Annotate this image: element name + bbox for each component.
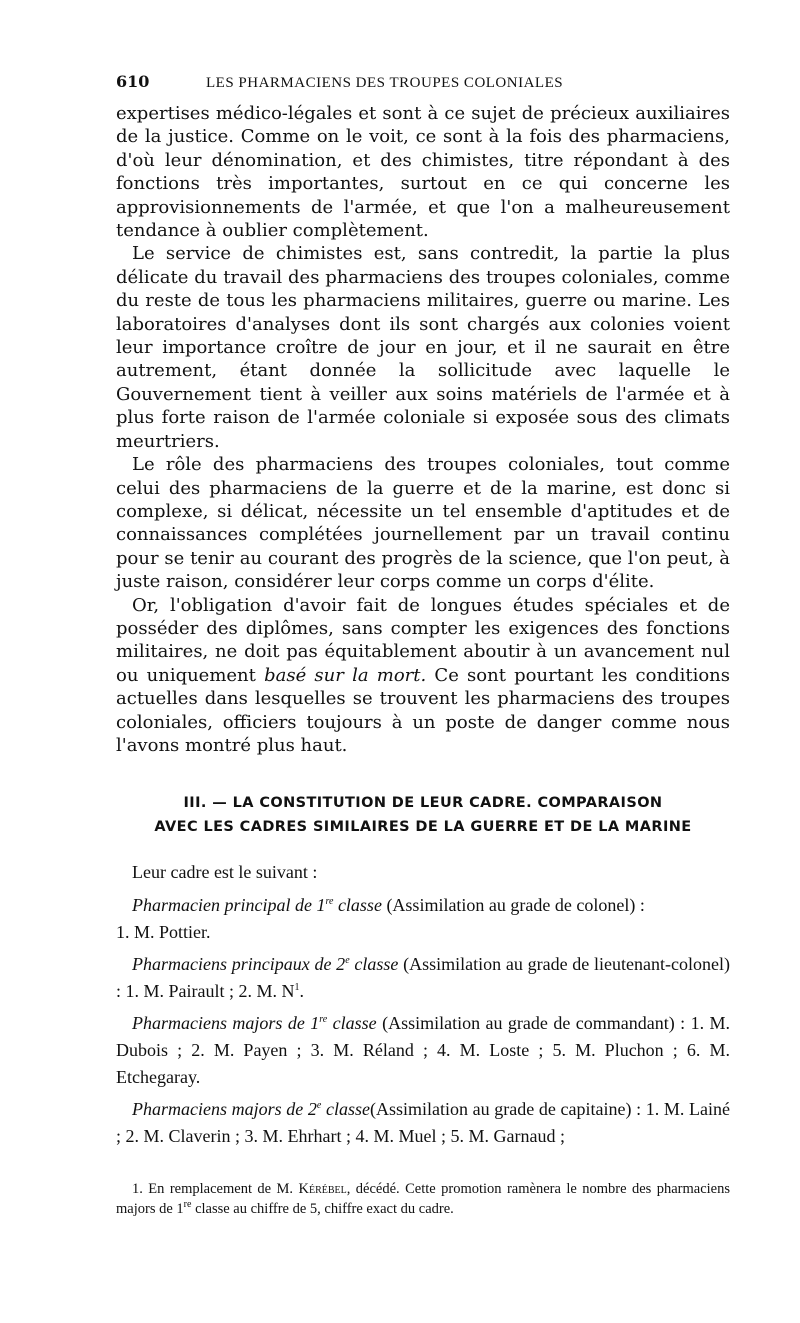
paragraph-4-emphasis: basé sur la mort. [264,664,427,686]
page-header [116,72,730,102]
footnote-superscript: re [183,1199,192,1211]
assimilation: (Assimilation au grade de commandant) : [376,1013,686,1034]
rank-title [132,1013,377,1033]
footnote-name: Kérébel [298,1181,347,1198]
rank-superscript: e [345,955,350,967]
paragraph-1: expertises médico-légales et sont à ce sujet de précieux auxiliaires de la justice. Comme on le voit, ce sont à la fois des pharmaciens, d'où leur dénomination, et des chimistes, titre répondant à des fonctions très importantes, surtout en ce qui concerne les approvisionnements de l'armée, et que l'on a malheureusement tendance à oublier complètement. [116,103,730,242]
footnote [116,1179,730,1219]
rank-superscript: re [325,895,334,907]
rank-title [132,895,382,915]
footnote-text-b: , décédé. Cette promotion ramènera le nombre des pharmaciens majors de 1 [116,1181,730,1218]
member-names: 1. M. Pairault ; 2. M. N [125,980,295,1001]
member-names: 1. M. Dubois ; 2. M. Payen ; 3. M. Réland ; 4. M. Loste ; 5. M. Pluchon ; 6. M. Etchegaray. [116,1013,731,1087]
roster-entry [116,1096,730,1149]
rank-text: Pharmaciens majors de 1 [132,1013,320,1034]
footnote-text [116,1179,730,1219]
paragraph-2: Le service de chimistes est, sans contredit, la partie la plus délicate du travail des pharmaciens des troupes coloniales, comme du reste de tous les pharmaciens militaires, guerre ou marine. Les laboratoires d'analyses dont ils sont chargés aux colonies voient leur importance croître de jour en jour, et il ne saurait en être autrement, étant donnée la sollicitude avec laquelle le Gouvernement tient à veiller aux soins matériels de l'armée et à plus forte raison de l'armée coloniale si exposée sous des climats meurtriers. [116,243,730,452]
rank-superscript: re [319,1014,328,1026]
rank-class: classe [349,954,399,975]
roster-entry [116,892,730,945]
rank-class: classe [333,894,382,915]
rank-text: Pharmaciens principaux de 2 [132,954,346,975]
footnote-text-c: classe au chiffre de 5, chiffre exact du cadre. [191,1201,454,1218]
member-names-end: . [299,980,305,1001]
assimilation: (Assimilation au grade de lieutenant-colonel) : [116,954,730,1001]
paragraph-4-text-b: Ce sont pourtant les conditions actuelles dans lesquelles se trouvent les pharmaciens des troupes coloniales, officiers toujours à un poste de danger comme nous l'avons montré plus haut. [116,664,731,756]
member-names: 1. M. Pottier. [116,921,211,942]
rank-class: classe [327,1013,377,1034]
paragraph-3: Le rôle des pharmaciens des troupes coloniales, tout comme celui des pharmaciens de la guerre et de la marine, est donc si complexe, si délicat, nécessite un tel ensemble d'aptitudes et de connaissances complétées journellement par un travail continu pour se tenir au courant des progrès de la science, que l'on peut, à juste raison, considérer leur corps comme un corps d'élite. [116,454,730,593]
roster-entry [116,1010,730,1090]
rank-text: Pharmacien principal de 1 [132,894,326,915]
body-text [116,102,730,757]
roster-intro: Leur cadre est le suivant : [132,862,318,883]
rank-title [132,1099,370,1119]
section-heading-line-1: III. — LA CONSTITUTION DE LEUR CADRE. COMPARAISON [183,795,663,812]
roster-entry [116,951,730,1004]
page-number: 610 [116,72,150,91]
paragraph-4-text-a: Or, l'obligation d'avoir fait de longues études spéciales et de posséder des diplômes, sans compter les exigences des fonctions militaires, ne doit pas équitablement aboutir à un avancement nul ou uniquement [116,594,730,686]
rank-superscript: e [316,1100,322,1112]
member-names: 1. M. Lainé ; 2. M. Claverin ; 3. M. Ehrhart ; 4. M. Muel ; 5. M. Garnaud ; [116,1099,731,1146]
rank-text: Pharmaciens majors de 2 [132,1099,317,1120]
running-title: LES PHARMACIENS DES TROUPES COLONIALES [206,75,564,91]
section-heading [116,791,730,839]
rank-class: classe [321,1099,370,1120]
page [116,72,730,1219]
section-heading-line-2: AVEC LES CADRES SIMILAIRES DE LA GUERRE ET DE LA MARINE [154,819,692,836]
cadre-roster [116,859,730,1149]
paragraph-4 [116,594,730,758]
rank-title [132,954,398,974]
assimilation: (Assimilation au grade de colonel) : [381,894,645,915]
footnote-reference[interactable]: 1 [294,981,300,993]
footnote-text-a: 1. En remplacement de M. [132,1181,299,1198]
assimilation: (Assimilation au grade de capitaine) : [370,1099,642,1120]
